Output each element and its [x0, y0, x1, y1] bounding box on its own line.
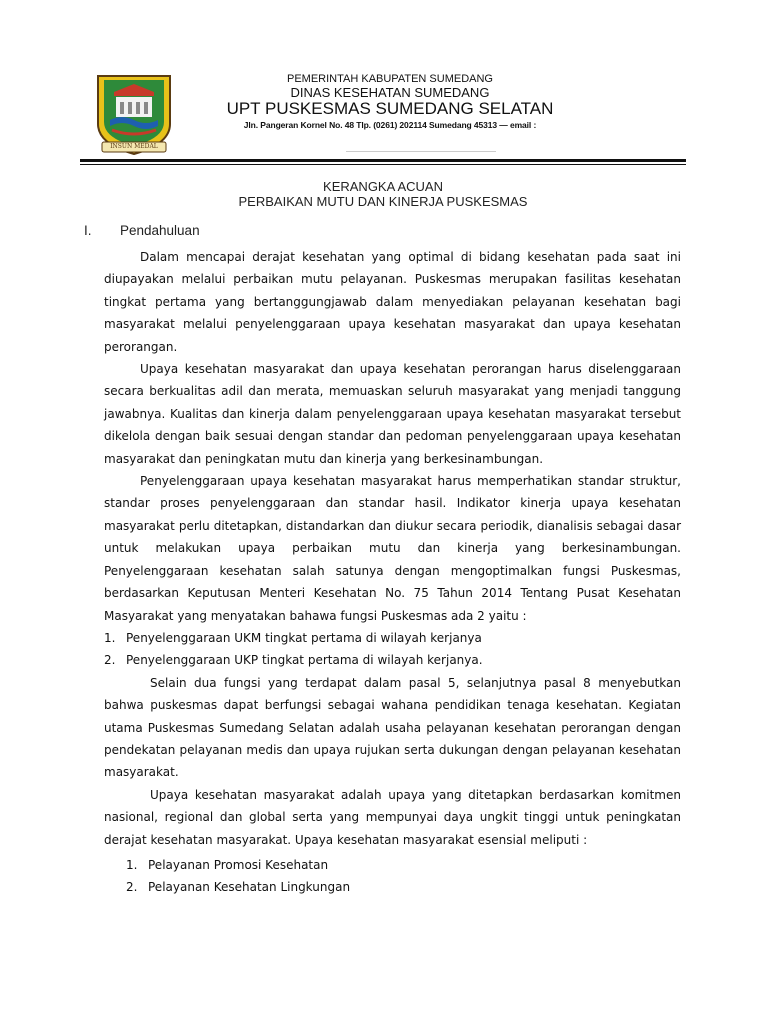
list-item: [104, 649, 681, 671]
paragraph: Dalam mencapai derajat kesehatan yang optimal di bidang kesehatan pada saat ini diupayakan melalui perbaikan mutu pelayanan. Puskesmas merupakan fasilitas kesehatan tingkat pertama yang bertanggungjawab dalam menyediakan pelayanan kesehatan bagi masyarakat melalui penyelenggaraan upaya kesehatan masyarakat dan upaya kesehatan perorangan.: [104, 250, 681, 354]
list-number: 1.: [126, 857, 138, 872]
document-body: [104, 246, 681, 899]
section-title: Pendahuluan: [120, 223, 200, 238]
document-title: KERANGKA ACUAN: [323, 179, 443, 194]
section-number: I.: [84, 223, 92, 238]
list-item: [104, 854, 681, 876]
list-number: 2.: [104, 653, 116, 668]
department-name: DINAS KESEHATAN SUMEDANG: [290, 85, 490, 100]
section-heading: [84, 223, 200, 238]
functions-list: [104, 627, 681, 672]
paragraph: Upaya kesehatan masyarakat adalah upaya yang ditetapkan berdasarkan komitmen nasional, regional dan global serta yang mempunyai daya ungkit tinggi untuk peningkatan derajat kesehatan masyarakat. Upaya kesehatan masyarakat esensial meliputi :: [104, 787, 681, 847]
list-item: [104, 876, 681, 898]
letterhead-rule-thick: [80, 159, 686, 162]
paragraph: Penyelenggaraan upaya kesehatan masyarakat harus memperhatikan standar struktur, standar proses penyelenggaraan dan standar hasil. Indikator kinerja upaya kesehatan masyarakat perlu ditetapkan, distandarkan dan diukur secara periodik, dianalisis sebagai dasar untuk melakukan upaya perbaikan mutu dan kinerja yang berkesinambungan. Penyelenggaraan kesehatan salah satunya dengan mengoptimalkan fungsi Puskesmas, berdasarkan Keputusan Menteri Kesehatan No. 75 Tahun 2014 Tentang Pusat Kesehatan Masyarakat yang menyatakan bahawa fungsi Puskesmas ada 2 yaitu :: [104, 474, 681, 623]
paragraph: Upaya kesehatan masyarakat dan upaya kesehatan perorangan harus diselenggaraan secara berkualitas adil dan merata, memuaskan seluruh masyarakat yang menjadi tanggung jawabnya. Kualitas dan kinerja dalam penyelenggaraan upaya kesehatan masyarakat tersebut dikelola dengan baik sesuai dengan standar dan pedoman penyelenggaraan upaya kesehatan masyarakat dan peningkatan mutu dan kinerja yang berkesinambungan.: [104, 362, 681, 466]
paragraph: Selain dua fungsi yang terdapat dalam pasal 5, selanjutnya pasal 8 menyebutkan bahwa puskesmas dapat berfungsi sebagai wahana pendidikan tenaga kesehatan. Kegiatan utama Puskesmas Sumedang Selatan adalah usaha pelayanan kesehatan perorangan dengan pendekatan pelayanan medis dan upaya rujukan serta dukungan dengan pelayanan kesehatan masyarakat.: [104, 675, 681, 780]
list-text: Penyelenggaraan UKM tingkat pertama di wilayah kerjanya: [126, 630, 482, 645]
emblem-motto: INSUN MEDAL: [110, 143, 158, 150]
list-text: Penyelenggaraan UKP tingkat pertama di wilayah kerjanya.: [126, 653, 483, 668]
institution-name: UPT PUSKESMAS SUMEDANG SELATAN: [226, 99, 554, 118]
list-text: Pelayanan Promosi Kesehatan: [148, 857, 329, 872]
list-number: 2.: [126, 880, 138, 895]
email-underline: [346, 151, 496, 152]
letterhead-rule-thin: [80, 164, 686, 165]
government-name: PEMERINTAH KABUPATEN SUMEDANG: [287, 73, 493, 85]
list-text: Pelayanan Kesehatan Lingkungan: [148, 880, 351, 895]
list-number: 1.: [104, 630, 116, 645]
address-line: Jln. Pangeran Kornel No. 48 Tlp. (0261) 202114 Sumedang 45313 — email :: [243, 120, 537, 130]
list-item: [104, 627, 681, 649]
document-subtitle: PERBAIKAN MUTU DAN KINERJA PUSKESMAS: [238, 194, 528, 209]
essential-services-list: [104, 854, 681, 899]
